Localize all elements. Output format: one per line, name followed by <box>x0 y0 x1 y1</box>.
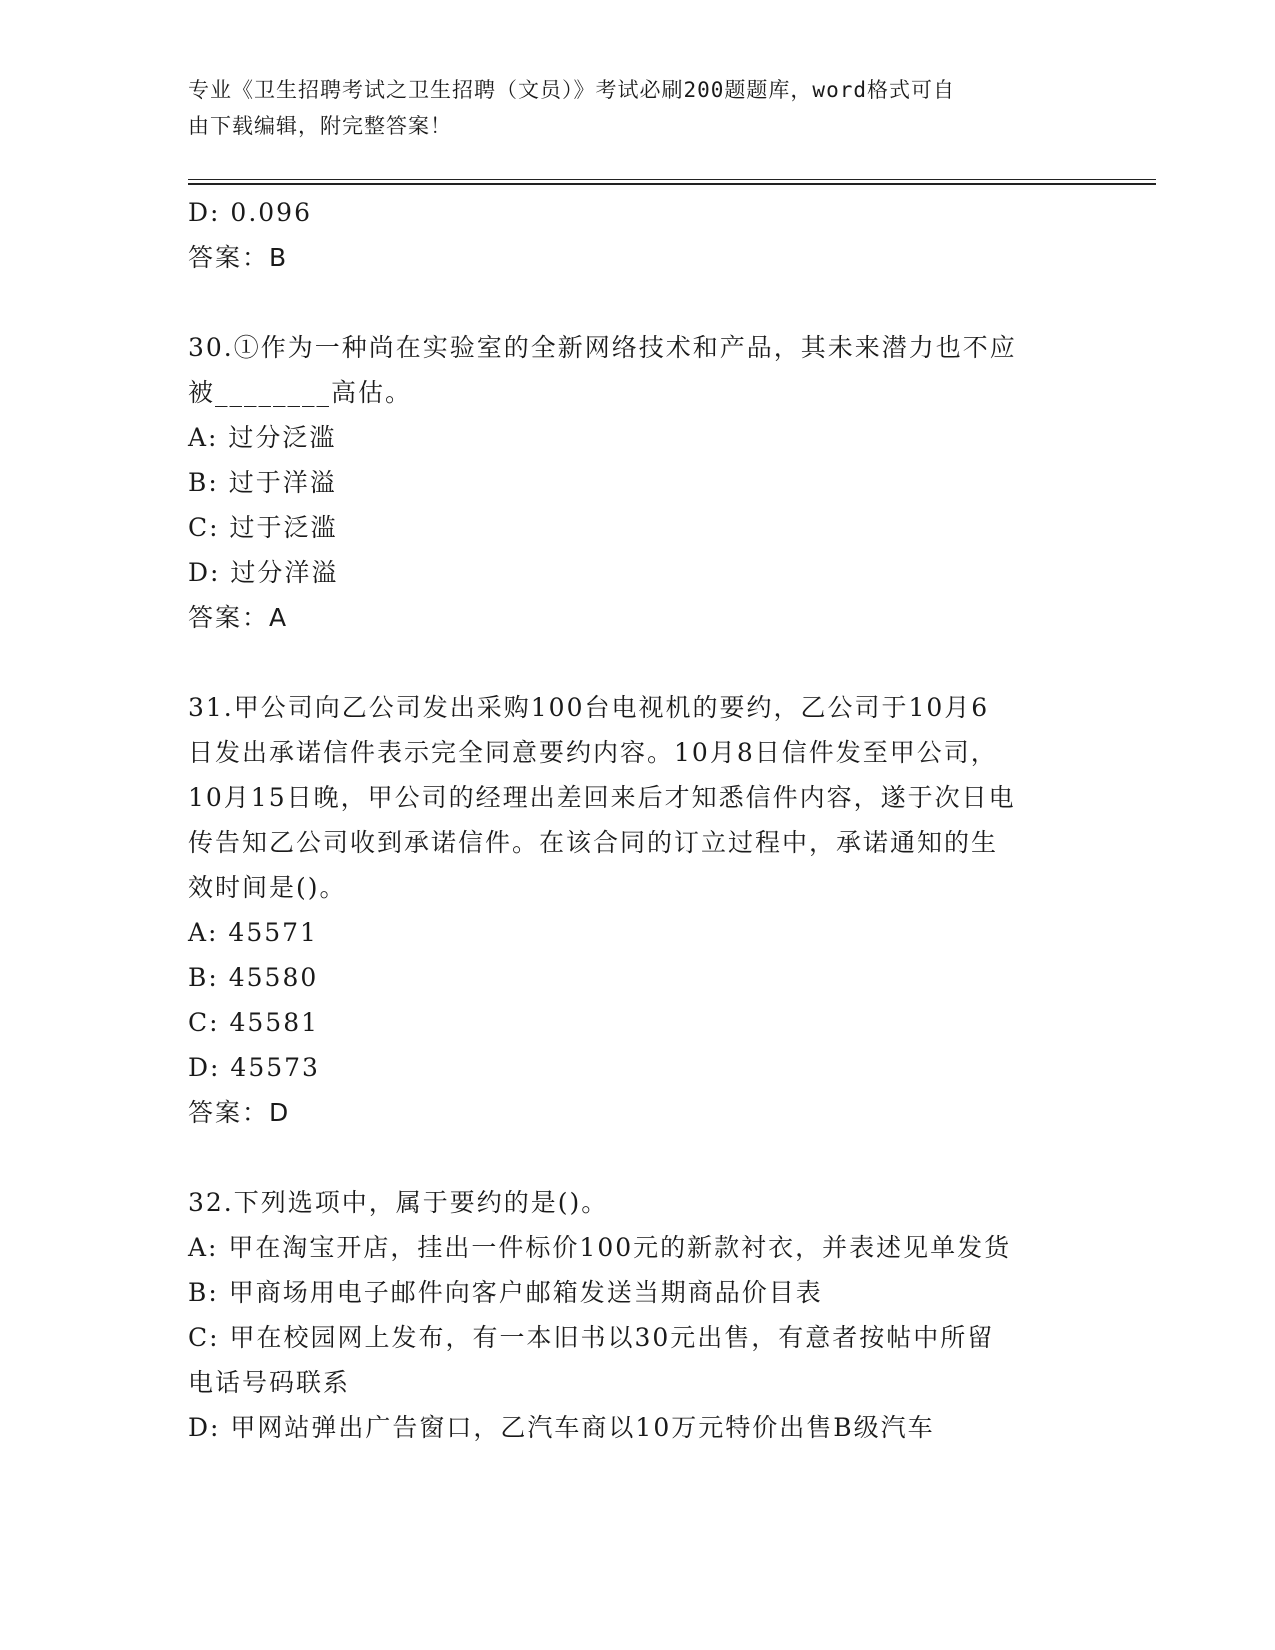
header-line-2: 由下载编辑，附完整答案！ <box>188 114 452 138</box>
q30-stem-line-1: 30.①作为一种尚在实验室的全新网络技术和产品，其未来潜力也不应 <box>188 333 1017 362</box>
page-header <box>188 72 1068 144</box>
q31-stem-line-2: 日发出承诺信件表示完全同意要约内容。10月8日信件发至甲公司， <box>188 738 998 767</box>
q30-option-b: B: 过于洋溢 <box>188 468 337 497</box>
spacer <box>188 640 1088 685</box>
header-line-1: 专业《卫生招聘考试之卫生招聘（文员）》考试必刷200题题库，word格式可自 <box>188 78 955 102</box>
q32-option-c-line-1: C: 甲在校园网上发布，有一本旧书以30元出售，有意者按帖中所留 <box>188 1323 995 1352</box>
q31-option-b: B: 45580 <box>188 963 319 992</box>
header-divider-thick <box>188 183 1156 185</box>
spacer <box>188 280 1088 325</box>
q31-option-a: A: 45571 <box>188 918 318 947</box>
q30-stem-line-2: 被________高估。 <box>188 378 413 407</box>
q31-stem-line-5: 效时间是()。 <box>188 873 347 902</box>
header-divider-thin <box>188 179 1156 180</box>
q32-stem: 32.下列选项中，属于要约的是()。 <box>188 1188 609 1217</box>
q32-option-b: B: 甲商场用电子邮件向客户邮箱发送当期商品价目表 <box>188 1278 823 1307</box>
q31-stem-line-4: 传告知乙公司收到承诺信件。在该合同的订立过程中，承诺通知的生 <box>188 828 999 857</box>
q30-option-d: D: 过分洋溢 <box>188 558 339 587</box>
q31-stem-line-3: 10月15日晚，甲公司的经理出差回来后才知悉信件内容，遂于次日电 <box>188 783 1016 812</box>
q31-option-c: C: 45581 <box>188 1008 320 1037</box>
q30-answer: 答案：A <box>188 603 289 632</box>
spacer <box>188 1135 1088 1180</box>
q32-option-c-line-2: 电话号码联系 <box>188 1368 351 1397</box>
question-content <box>188 190 1088 1450</box>
q32-option-a: A: 甲在淘宝开店，挂出一件标价100元的新款衬衣，并表述见单发货 <box>188 1233 1012 1262</box>
q32-option-d: D: 甲网站弹出广告窗口，乙汽车商以10万元特价出售B级汽车 <box>188 1413 935 1442</box>
q31-option-d: D: 45573 <box>188 1053 320 1082</box>
q30-option-c: C: 过于泛滥 <box>188 513 338 542</box>
q31-answer: 答案：D <box>188 1098 291 1127</box>
q31-stem-line-1: 31.甲公司向乙公司发出采购100台电视机的要约，乙公司于10月6 <box>188 693 990 722</box>
q30-option-a: A: 过分泛滥 <box>188 423 337 452</box>
prev-option-d: D: 0.096 <box>188 198 312 227</box>
prev-answer: 答案：B <box>188 243 289 272</box>
